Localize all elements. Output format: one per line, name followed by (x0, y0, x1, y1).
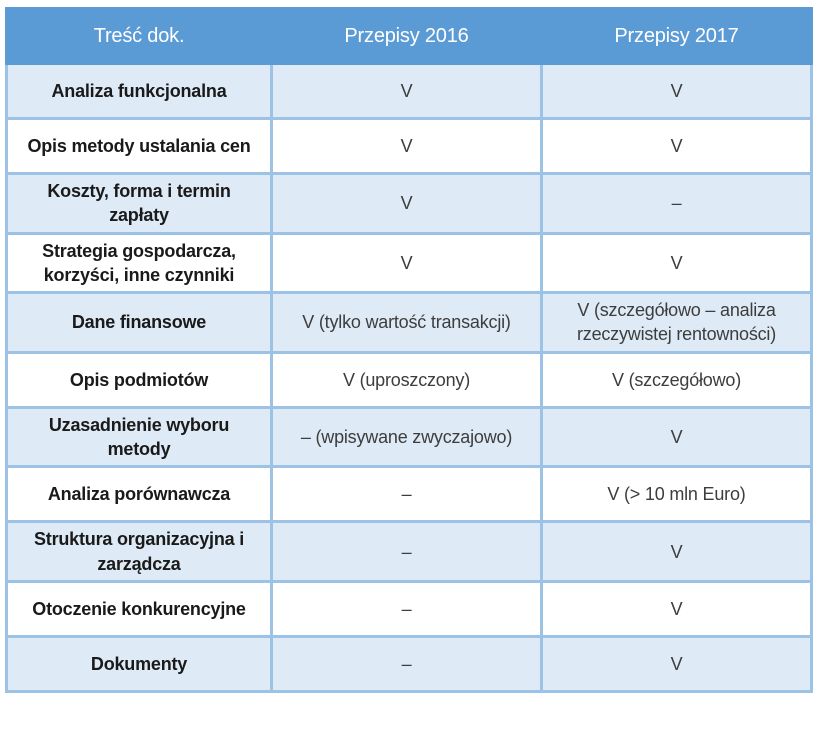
value-cell-2016: V (273, 120, 540, 172)
value-cell-2016: V (tylko wartość transakcji) (273, 294, 540, 351)
value-cell-2016: V (273, 65, 540, 117)
table-header-row (5, 7, 813, 65)
value-cell-2017: – (543, 175, 810, 232)
value-cell-2017: V (543, 235, 810, 292)
value-cell-2017: V (szczegółowo) (543, 354, 810, 406)
value-cell-2017: V (szczegółowo – analiza rzeczywistej rentowności) (543, 294, 810, 351)
value-cell-2017: V (543, 409, 810, 466)
row-label-cell: Uzasadnienie wyboru metody (8, 409, 270, 466)
value-cell-2017: V (543, 65, 810, 117)
value-cell-2016: – (273, 583, 540, 635)
value-cell-2016: V (273, 235, 540, 292)
row-label-cell: Analiza porównawcza (8, 468, 270, 520)
value-cell-2017: V (> 10 mln Euro) (543, 468, 810, 520)
value-cell-2017: V (543, 583, 810, 635)
comparison-table (5, 7, 813, 693)
row-label-cell: Opis podmiotów (8, 354, 270, 406)
row-label-cell: Analiza funkcjonalna (8, 65, 270, 117)
column-header-przepisy-2017: Przepisy 2017 (614, 24, 739, 47)
value-cell-2016: – (273, 468, 540, 520)
row-label-cell: Koszty, forma i termin zapłaty (8, 175, 270, 232)
row-label-cell: Dokumenty (8, 638, 270, 690)
value-cell-2016: – (wpisywane zwyczajowo) (273, 409, 540, 466)
value-cell-2016: – (273, 523, 540, 580)
value-cell-2017: V (543, 120, 810, 172)
table-body (5, 65, 813, 693)
value-cell-2016: V (uproszczony) (273, 354, 540, 406)
value-cell-2016: V (273, 175, 540, 232)
row-label-cell: Opis metody ustalania cen (8, 120, 270, 172)
row-label-cell: Dane finansowe (8, 294, 270, 351)
row-label-cell: Struktura organizacyjna i zarządcza (8, 523, 270, 580)
value-cell-2017: V (543, 523, 810, 580)
column-header-tresc-dok: Treść dok. (93, 24, 185, 47)
value-cell-2017: V (543, 638, 810, 690)
value-cell-2016: – (273, 638, 540, 690)
column-header-przepisy-2016: Przepisy 2016 (344, 24, 469, 47)
row-label-cell: Strategia gospodarcza, korzyści, inne czynniki (8, 235, 270, 292)
row-label-cell: Otoczenie konkurencyjne (8, 583, 270, 635)
